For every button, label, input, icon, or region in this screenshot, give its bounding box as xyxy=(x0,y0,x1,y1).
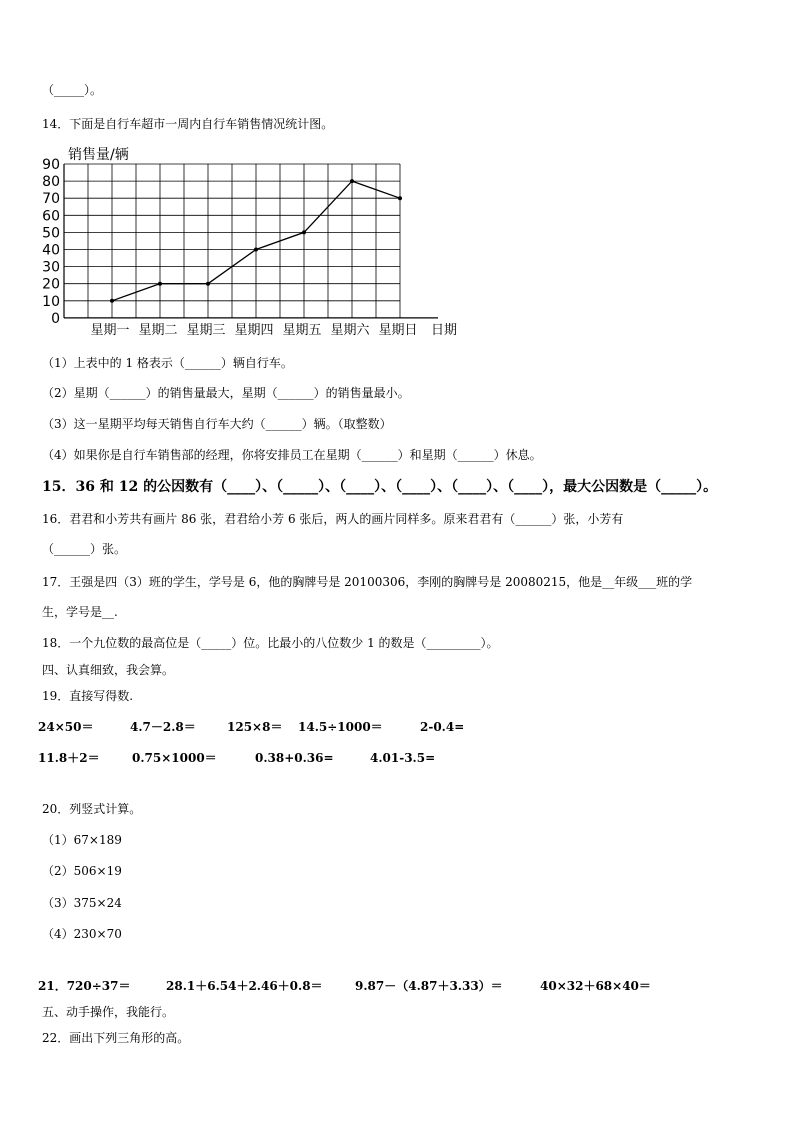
question-20: 20．列竖式计算。 xyxy=(42,802,142,816)
question-19: 19．直接写得数. xyxy=(42,689,134,703)
question-21-c4: 40×32＋68×40＝ xyxy=(540,979,651,993)
x-tick-label: 星期六 xyxy=(330,322,370,338)
y-tick-label: 10 xyxy=(42,293,60,310)
x-tick-label: 星期三 xyxy=(186,322,226,338)
question-16-line-2: （______）张。 xyxy=(42,542,127,556)
question-21-c1: 21．720÷37＝ xyxy=(38,979,131,993)
question-15: 15．36 和 12 的公因数有（____）、（_____）、（____）、（____）、（____）、（____），最大公因数是（_____）。 xyxy=(42,479,718,495)
data-point xyxy=(398,196,402,200)
question-14-title: 14．下面是自行车超市一周内自行车销售情况统计图。 xyxy=(42,117,334,131)
calc19-r1-c4: 14.5÷1000＝ xyxy=(298,720,383,734)
calc19-r2-c4: 4.01-3.5= xyxy=(370,751,436,765)
y-tick-label: 70 xyxy=(42,191,60,208)
y-tick-label: 40 xyxy=(42,242,60,259)
calc19-r1-c3: 125×8＝ xyxy=(227,720,283,734)
y-tick-label: 90 xyxy=(42,157,60,173)
data-point xyxy=(302,230,306,234)
question-14-part-4: （4）如果你是自行车销售部的经理，你将安排员工在星期（______）和星期（______）休息。 xyxy=(42,448,542,462)
x-tick-label: 星期一 xyxy=(90,322,130,338)
x-tick-label: 星期二 xyxy=(138,322,178,338)
question-18: 18．一个九位数的最高位是（_____）位。比最小的八位数少 1 的数是（_________）。 xyxy=(42,636,499,650)
question-20-part-4: （4）230×70 xyxy=(42,927,122,941)
y-tick-label: 30 xyxy=(42,259,60,276)
question-20-part-1: （1）67×189 xyxy=(42,833,122,847)
question-20-part-3: （3）375×24 xyxy=(42,896,122,910)
section-5-heading: 五、动手操作，我能行。 xyxy=(42,1005,175,1019)
y-tick-label: 80 xyxy=(42,174,60,191)
question-20-part-2: （2）506×19 xyxy=(42,864,122,878)
x-tick-label: 星期五 xyxy=(282,322,322,338)
question-16-line-1: 16．君君和小芳共有画片 86 张，君君给小芳 6 张后，两人的画片同样多。原来君君有（______）张，小芳有 xyxy=(42,512,624,526)
section-4-heading: 四、认真细致，我会算。 xyxy=(42,663,175,677)
calc19-r2-c2: 0.75×1000＝ xyxy=(132,751,217,765)
data-point xyxy=(254,248,258,252)
calc19-r2-c1: 11.8＋2＝ xyxy=(38,751,100,765)
question-14-part-3: （3）这一星期平均每天销售自行车大约（______）辆。（取整数） xyxy=(42,417,392,431)
data-point xyxy=(206,282,210,286)
calc19-r1-c1: 24×50＝ xyxy=(38,720,94,734)
question-17-line-1: 17．王强是四（3）班的学生，学号是 6，他的胸牌号是 20100306，李刚的胸牌号是 20080215，他是__年级___班的学 xyxy=(42,575,693,589)
question-14-part-1: （1）上表中的 1 格表示（______）辆自行车。 xyxy=(42,356,293,370)
sales-line-chart xyxy=(38,143,478,343)
y-tick-label: 50 xyxy=(42,225,60,242)
calc19-r1-c2: 4.7－2.8＝ xyxy=(130,720,196,734)
question-17-line-2: 生，学号是__. xyxy=(42,605,118,619)
calc19-r1-c5: 2-0.4= xyxy=(420,720,465,734)
question-21-c2: 28.1＋6.54＋2.46＋0.8＝ xyxy=(166,979,323,993)
y-axis-label: 销售量/辆 xyxy=(68,147,129,163)
data-point xyxy=(350,179,354,183)
calc19-r2-c3: 0.38+0.36= xyxy=(255,751,334,765)
x-tick-label: 星期四 xyxy=(234,322,274,338)
data-point xyxy=(158,282,162,286)
x-tick-label: 星期日 xyxy=(378,322,418,338)
y-tick-label: 20 xyxy=(42,276,60,293)
y-tick-label: 0 xyxy=(51,310,60,327)
data-point xyxy=(110,299,114,303)
x-axis-label: 日期 xyxy=(430,322,458,338)
y-tick-label: 60 xyxy=(42,208,60,225)
question-14-part-2: （2）星期（______）的销售量最大，星期（______）的销售量最小。 xyxy=(42,386,410,400)
question-22: 22．画出下列三角形的高。 xyxy=(42,1031,190,1045)
question-21-c3: 9.87－（4.87＋3.33）＝ xyxy=(355,979,503,993)
top-answer-blank: （_____）。 xyxy=(42,83,103,97)
